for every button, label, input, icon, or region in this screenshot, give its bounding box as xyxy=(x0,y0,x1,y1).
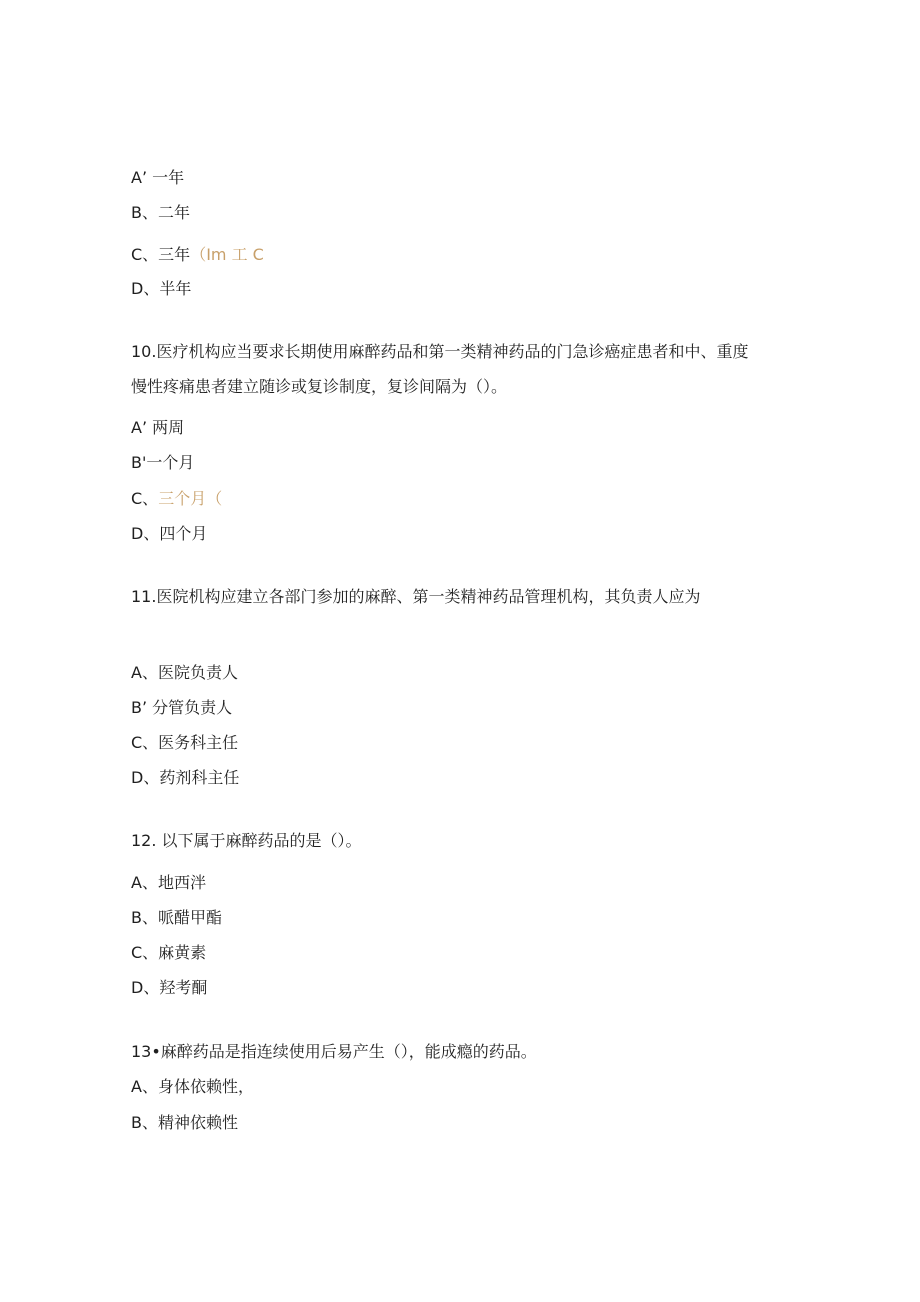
q12-option-c: C、麻黄素 xyxy=(131,943,207,962)
q9-option-b: B、二年 xyxy=(131,203,190,222)
q13-option-b: B、精神依赖性 xyxy=(131,1113,238,1132)
q13-stem: 13•麻醉药品是指连续使用后易产生（），能成瘾的药品。 xyxy=(131,1042,537,1061)
q11-stem: 11.医院机构应建立各部门参加的麻醉、第一类精神药品管理机构，其负责人应为 xyxy=(131,587,701,606)
q9-option-c-mark: （Im 工 C xyxy=(190,245,264,264)
q10-option-c-text: 三个月（ xyxy=(158,489,223,508)
q9-option-c xyxy=(131,245,264,265)
q12-option-d: D、羟考酮 xyxy=(131,978,208,997)
q10-stem-line1: 10.医疗机构应当要求长期使用麻醉药品和第一类精神药品的门急诊癌症患者和中、重度 xyxy=(131,342,749,361)
q10-option-b: B'一个月 xyxy=(131,453,195,472)
q10-option-a: A’ 两周 xyxy=(131,418,185,437)
q9-option-d: D、半年 xyxy=(131,279,192,298)
q11-option-b: B’ 分管负责人 xyxy=(131,698,233,717)
q9-option-a: A’ 一年 xyxy=(131,168,185,187)
q12-option-a: A、地西泮 xyxy=(131,873,206,892)
q11-option-d: D、药剂科主任 xyxy=(131,768,240,787)
q10-option-d: D、四个月 xyxy=(131,524,208,543)
q10-option-c xyxy=(131,489,222,509)
q11-option-c: C、医务科主任 xyxy=(131,733,239,752)
q9-option-c-text: C、三年 xyxy=(131,245,191,264)
q13-option-a: A、身体依赖性， xyxy=(131,1077,254,1096)
q10-option-c-label: C、 xyxy=(131,489,159,508)
q11-option-a: A、医院负责人 xyxy=(131,663,238,682)
q10-stem-line2: 慢性疼痛患者建立随诊或复诊制度，复诊间隔为（）。 xyxy=(131,377,508,396)
q12-option-b: B、哌醋甲酯 xyxy=(131,908,222,927)
q12-stem: 12. 以下属于麻醉药品的是（）。 xyxy=(131,831,362,850)
